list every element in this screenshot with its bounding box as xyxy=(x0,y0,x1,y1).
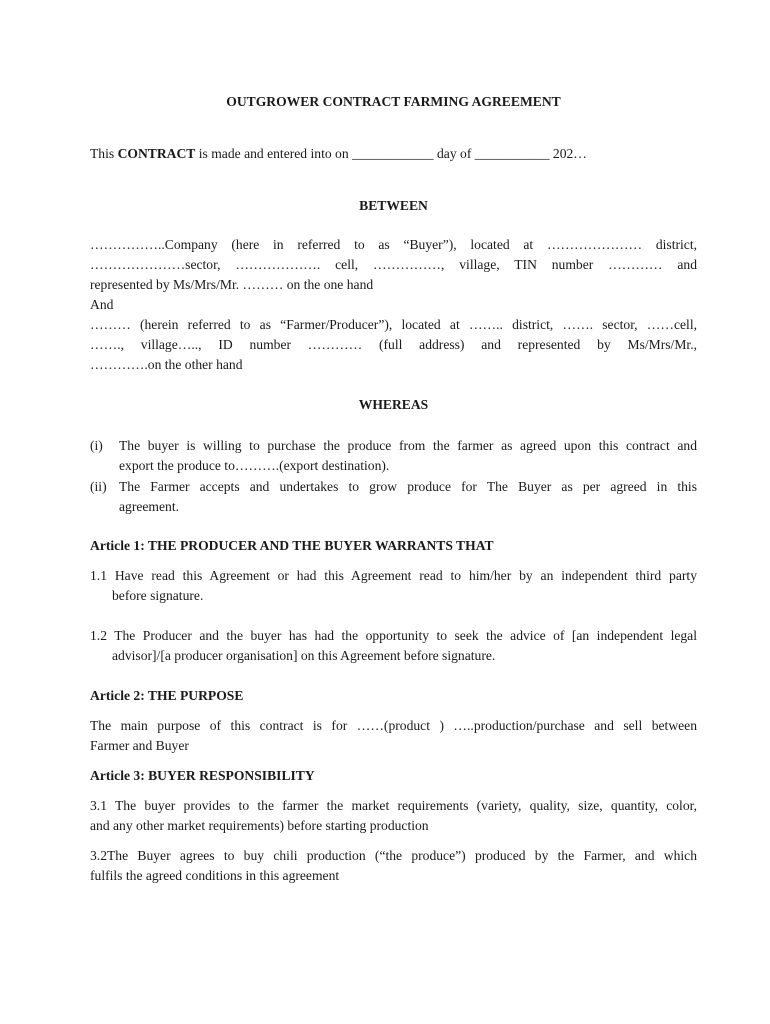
article1-clause1 xyxy=(90,566,697,606)
article3-clause2 xyxy=(90,846,697,886)
whereas-item-line: export the produce to……….(export destination). xyxy=(119,458,390,473)
clause-line: and any other market requirements) before starting production xyxy=(90,818,429,833)
buyer-line: represented by Ms/Mrs/Mr. ……… on the one hand xyxy=(90,277,374,292)
article2-heading: Article 2: THE PURPOSE xyxy=(90,688,244,703)
intro-suffix: is made and entered into on ____________ day of ___________ 202… xyxy=(195,146,587,161)
whereas-item-number: (i) xyxy=(90,438,103,453)
article3-clause1 xyxy=(90,796,697,836)
clause-line: 1.2 The Producer and the buyer has had the opportunity to seek the advice of [an independent legal xyxy=(90,628,697,643)
farmer-line: ……… (herein referred to as “Farmer/Producer”), located at …….. district, ……. sector, ……cell, xyxy=(90,317,697,332)
clause-line: advisor]/[a producer organisation] on this Agreement before signature. xyxy=(112,648,496,663)
intro-contract-bold: CONTRACT xyxy=(117,146,196,161)
clause-line: 1.1 Have read this Agreement or had this Agreement read to him/her by an independent third party xyxy=(90,568,697,583)
clause-line: 3.1 The buyer provides to the farmer the market requirements (variety, quality, size, quantity, color, xyxy=(90,798,697,813)
clause-line: 3.2The Buyer agrees to buy chili production (“the produce”) produced by the Farmer, and which xyxy=(90,848,697,863)
farmer-line: ………….on the other hand xyxy=(90,357,243,372)
between-heading: BETWEEN xyxy=(359,198,428,213)
paragraph-line: The main purpose of this contract is for ……(product ) …..production/purchase and sell between xyxy=(90,718,697,733)
whereas-heading: WHEREAS xyxy=(358,397,429,412)
and-word: And xyxy=(90,297,114,312)
paragraph-line: Farmer and Buyer xyxy=(90,738,189,753)
whereas-item-line: The Farmer accepts and undertakes to grow produce for The Buyer as per agreed in this xyxy=(119,479,697,494)
article1-clause2 xyxy=(90,626,697,666)
farmer-line: ……., village….., ID number ………… (full address) and represented by Ms/Mrs/Mr., xyxy=(90,337,697,352)
article2-paragraph xyxy=(90,716,697,756)
whereas-item-number: (ii) xyxy=(90,479,107,494)
intro-paragraph xyxy=(90,144,697,164)
whereas-item-line: agreement. xyxy=(119,499,180,514)
intro-prefix: This xyxy=(90,146,118,161)
clause-line: fulfils the agreed conditions in this agreement xyxy=(90,868,340,883)
buyer-party-paragraph xyxy=(90,235,697,375)
buyer-line: …………………sector, ………………. cell, ……………, village, TIN number ………… and xyxy=(90,257,697,272)
document-title: OUTGROWER CONTRACT FARMING AGREEMENT xyxy=(226,94,561,109)
article1-heading: Article 1: THE PRODUCER AND THE BUYER WARRANTS THAT xyxy=(90,538,494,553)
clause-line: before signature. xyxy=(112,588,204,603)
article3-heading: Article 3: BUYER RESPONSIBILITY xyxy=(90,768,315,783)
whereas-item-line: The buyer is willing to purchase the produce from the farmer as agreed upon this contract and xyxy=(119,438,697,453)
buyer-line: ……………..Company (here in referred to as “Buyer”), located at ………………… district, xyxy=(90,237,697,252)
